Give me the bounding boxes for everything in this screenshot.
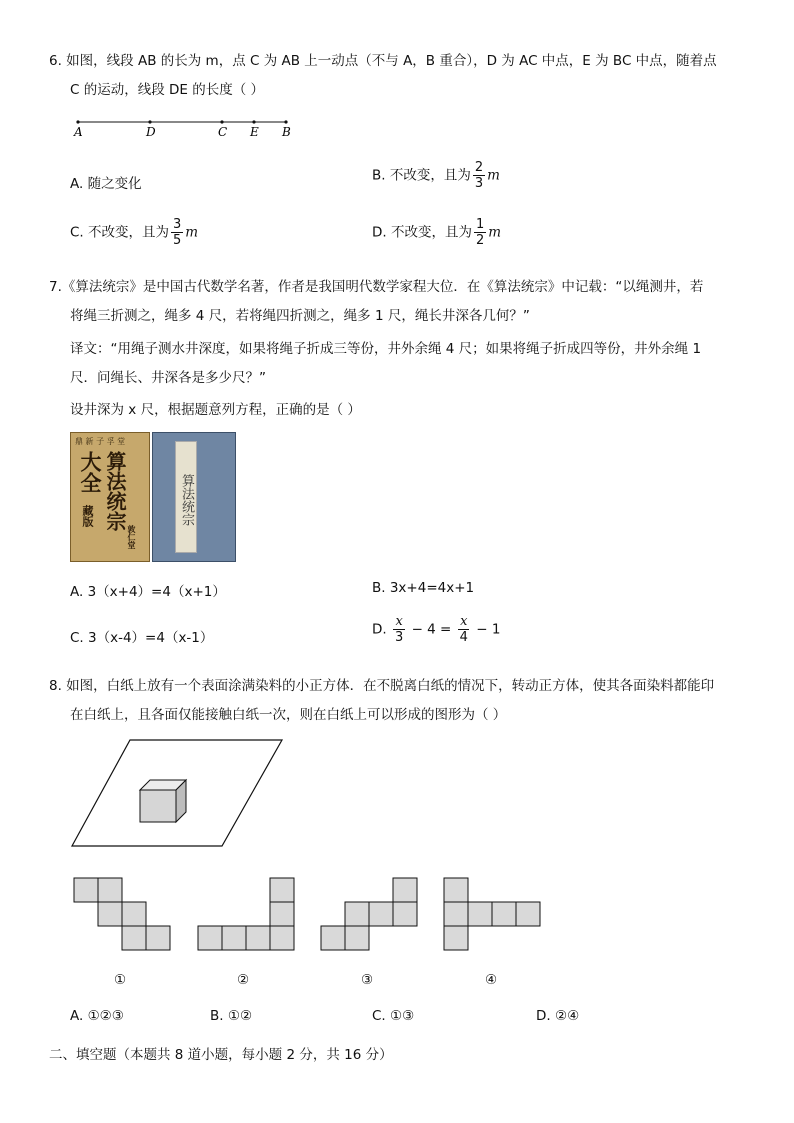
point-a-dot xyxy=(76,120,79,123)
q8-line1: 8. 如图，白纸上放有一个表面涂满染料的小正方体．在不脱离白纸的情况下，转动正方体，使其各面染料都能印 xyxy=(49,678,715,694)
section-2-heading: 二、填空题（本题共 8 道小题，每小题 2 分，共 16 分） xyxy=(49,1047,393,1063)
suanfa-tongzong-book-image xyxy=(70,432,238,562)
q8-option-b: B. ①② xyxy=(210,1008,253,1024)
book-small-left: 藏版 xyxy=(81,505,94,527)
net-label-4: ④ xyxy=(485,972,498,988)
point-label-b: B xyxy=(282,125,291,139)
paper-with-cube-figure xyxy=(70,738,290,850)
book-top-label: 鼎 新 子 孚 堂 xyxy=(75,437,126,446)
q7-option-a: A. 3（x+4）=4（x+1） xyxy=(70,584,226,600)
q6-option-c: C. 不改变，且为 $\frac{3}{5}$ m xyxy=(70,217,199,248)
book-cover-side xyxy=(152,432,236,562)
book-cover-front xyxy=(70,432,150,562)
q7-translation-line2: 尺．问绳长、井深各是多少尺？” xyxy=(70,370,266,386)
q7-setup: 设井深为 x 尺，根据题意列方程，正确的是（ ） xyxy=(70,402,361,418)
q8-option-a: A. ①②③ xyxy=(70,1008,124,1024)
q6-segment-figure xyxy=(70,112,300,142)
book-title-right: 算法统宗 xyxy=(103,451,127,531)
book-small-right: 敦仁堂 xyxy=(127,525,137,549)
q6-option-b: B. 不改变，且为 $\frac{2}{3}$ m xyxy=(372,160,500,191)
q8-option-d: D. ②④ xyxy=(536,1008,580,1024)
point-label-e: E xyxy=(250,125,259,139)
cube-front-face xyxy=(140,790,176,822)
cube-net-4 xyxy=(443,877,543,952)
point-label-a: A xyxy=(74,125,83,139)
q6-line2: C 的运动，线段 DE 的长度（ ） xyxy=(70,82,265,98)
net-label-3: ③ xyxy=(361,972,374,988)
point-b-dot xyxy=(284,120,287,123)
book-title-left: 大全 xyxy=(78,451,103,493)
point-c-dot xyxy=(220,120,223,123)
cube-net-1 xyxy=(73,877,173,952)
q8-option-c: C. ①③ xyxy=(372,1008,415,1024)
point-d-dot xyxy=(148,120,151,123)
q6-option-a: A. 随之变化 xyxy=(70,176,142,192)
q6-option-d: D. 不改变，且为 $\frac{1}{2}$ m xyxy=(372,217,502,248)
net-label-2: ② xyxy=(237,972,250,988)
q7-line2: 将绳三折测之，绳多 4 尺，若将绳四折测之，绳多 1 尺，绳长井深各几何？” xyxy=(70,308,530,324)
point-label-c: C xyxy=(218,125,228,139)
point-e-dot xyxy=(252,120,255,123)
q7-option-b: B. 3x+4=4x+1 xyxy=(372,580,475,596)
net-label-1: ① xyxy=(114,972,127,988)
q7-option-c: C. 3（x-4）=4（x-1） xyxy=(70,630,214,646)
q7-line1: 7.《算法统宗》是中国古代数学名著，作者是我国明代数学家程大位．在《算法统宗》中记载：“以绳测井，若 xyxy=(49,279,704,295)
cube-net-2 xyxy=(197,877,297,952)
q7-option-d: D. $\frac{x}{3}$ − 4 = $\frac{x}{4}$ − 1 xyxy=(372,614,501,645)
point-label-d: D xyxy=(146,125,156,139)
q6-line1: 6. 如图，线段 AB 的长为 m，点 C 为 AB 上一动点（不与 A，B 重合），D 为 AC 中点，E 为 BC 中点，随着点 xyxy=(49,53,717,69)
q7-translation-line1: 译文：“用绳子测水井深度，如果将绳子折成三等份，井外余绳 4 尺；如果将绳子折成四等份，井外余绳 1 xyxy=(70,341,702,357)
q8-line2: 在白纸上，且各面仅能接触白纸一次，则在白纸上可以形成的图形为（ ） xyxy=(70,707,507,723)
book-side-label: 算法统宗 xyxy=(175,441,197,553)
cube-net-3 xyxy=(320,877,420,952)
